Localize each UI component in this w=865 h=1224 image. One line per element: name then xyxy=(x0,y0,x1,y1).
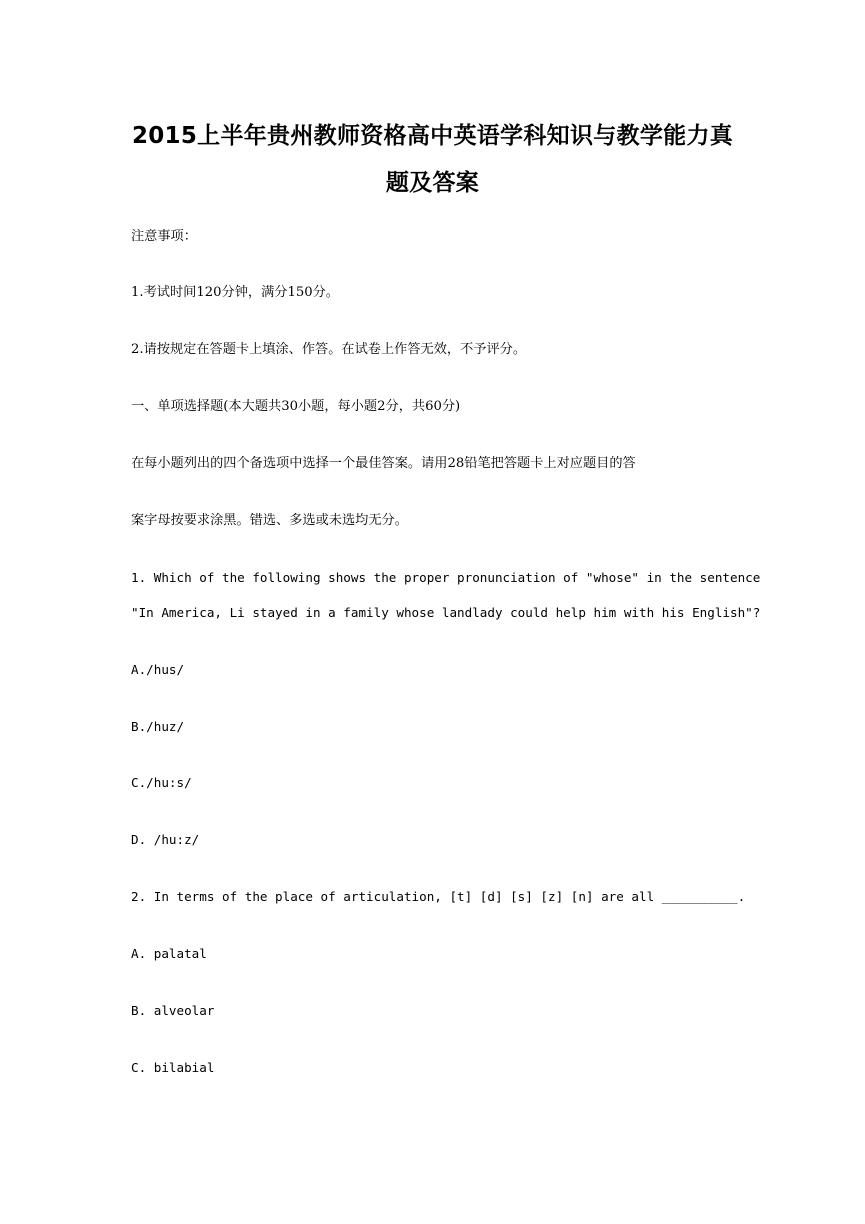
instruction-line-1: 在每小题列出的四个备选项中选择一个最佳答案。请用28铅笔把答题卡上对应题目的答 xyxy=(131,456,636,471)
question-1-option-a: A./hus/ xyxy=(131,662,185,677)
document-title-line-2: 题及答案 xyxy=(385,170,480,196)
question-1-stem-line-1: 1. Which of the following shows the proper pronunciation of "whose" in the sentence xyxy=(131,570,761,585)
instruction-line-2: 案字母按要求涂黑。错选、多选或未选均无分。 xyxy=(131,513,408,528)
notice-heading: 注意事项： xyxy=(131,229,197,244)
question-1-option-d: D. /hu:z/ xyxy=(131,832,200,847)
question-1-option-c: C./hu:s/ xyxy=(131,775,192,790)
question-1-stem-line-2: "In America, Li stayed in a family whose landlady could help him with his English"? xyxy=(131,605,761,620)
section-heading: 一、单项选择题(本大题共30小题，每小题2分，共60分) xyxy=(131,399,461,414)
question-2-stem: 2. In terms of the place of articulation, [t] [d] [s] [z] [n] are all __________. xyxy=(131,889,746,904)
question-1-option-b: B./huz/ xyxy=(131,719,185,734)
question-2-option-a: A. palatal xyxy=(131,946,207,961)
document-title-line-1: 2015上半年贵州教师资格高中英语学科知识与教学能力真 xyxy=(131,123,734,149)
question-2-option-c: C. bilabial xyxy=(131,1060,215,1075)
question-2-option-b: B. alveolar xyxy=(131,1003,215,1018)
notice-item-1: 1.考试时间120分钟，满分150分。 xyxy=(131,285,339,300)
notice-item-2: 2.请按规定在答题卡上填涂、作答。在试卷上作答无效，不予评分。 xyxy=(131,342,527,357)
